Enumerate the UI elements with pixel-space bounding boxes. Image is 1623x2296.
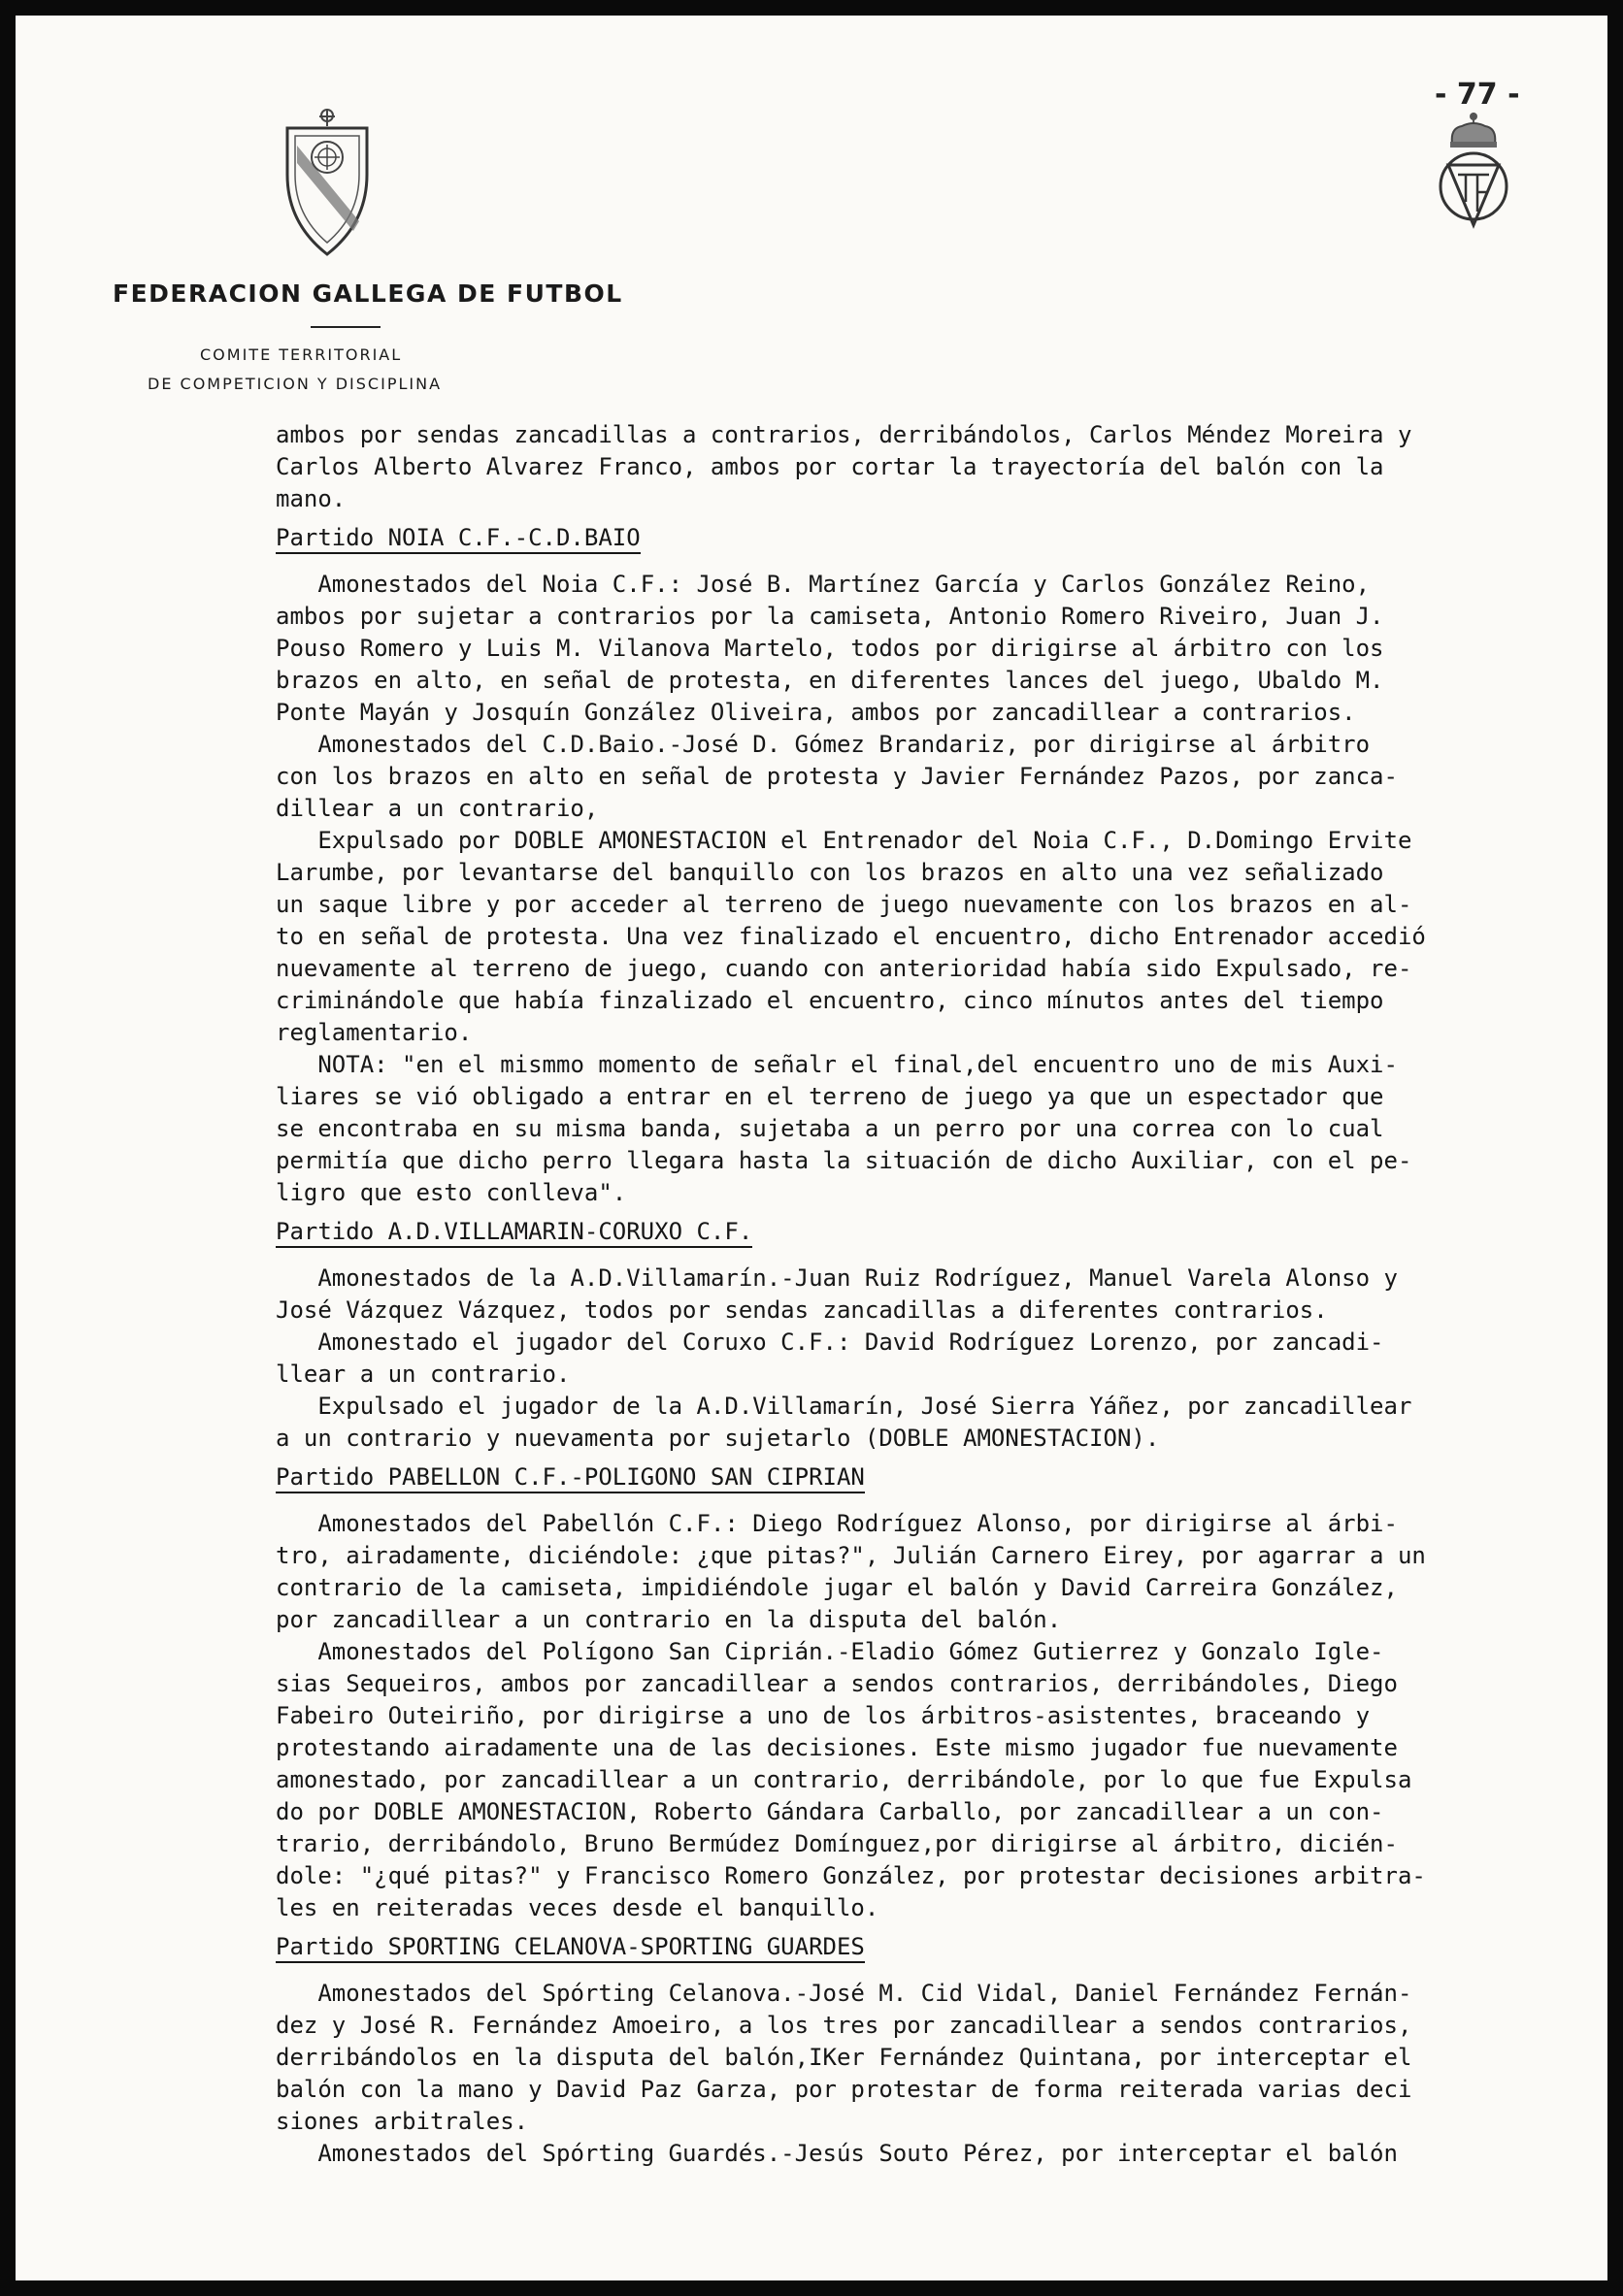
section-title-villamarin-coruxo: Partido A.D.VILLAMARIN-CORUXO C.F. [276, 1217, 752, 1248]
document-body [276, 419, 1607, 2170]
paragraph: Amonestados del C.D.Baio.-José D. Gómez Brandariz, por dirigirse al árbitro con los brazos en alto en señal de protesta y Javier Fernández Pazos, por zanca- dillear a un contrario, [276, 731, 1398, 822]
paragraph: Amonestados del Polígono San Ciprián.-Eladio Gómez Gutierrez y Gonzalo Igle- sias Sequeiros, ambos por zancadillear a sendos contrarios, derribándoles, Diego Fabeiro Outeiriño, por dirigirse a uno de los árbitros-asistentes, braceando y protestando airadamente una de las decisiones. Este mismo jugador fue nuevamente amonestado, por zancadillear a un contrario, derribándole, por lo que fue Expulsa do por DOBLE AMONESTACION, Roberto Gándara Carballo, por zancadillear a un con- trario, derribándolo, Bruno Bermúdez Domínguez,por dirigirse al árbitro, dicién- dole: "¿qué pitas?" y Francisco Romero González, por protestar decisiones arbitra- les en reiteradas veces desde el banquillo. [276, 1638, 1426, 1921]
section-heading [276, 1216, 1607, 1248]
section-title-celanova-guardes: Partido SPORTING CELANOVA-SPORTING GUARDES [276, 1932, 865, 1963]
committee-line-2: DE COMPETICION Y DISCIPLINA [148, 375, 443, 393]
section-heading [276, 1931, 1607, 1963]
paragraph: Amonestados del Noia C.F.: José B. Martínez García y Carlos González Reino, ambos por sujetar a contrarios por la camiseta, Antonio Romero Riveiro, Juan J. Pouso Romero y Luis M. Vilanova Martelo, todos por dirigirse al árbitro con los brazos en alto, en señal de protesta, en diferentes lances del juego, Ubaldo M. Ponte Mayán y Josquín González Oliveira, ambos por zancadillear a contrarios. [276, 571, 1384, 726]
paragraph: Amonestados de la A.D.Villamarín.-Juan Ruiz Rodríguez, Manuel Varela Alonso y José Vázquez Vázquez, todos por sendas zancadillas a diferentes contrarios. [276, 1264, 1398, 1324]
committee-line-1: COMITE TERRITORIAL [200, 345, 403, 364]
section-title-noia-baio: Partido NOIA C.F.-C.D.BAIO [276, 523, 641, 554]
federation-name: FEDERACION GALLEGA DE FUTBOL [113, 279, 623, 308]
galician-federation-shield-icon [283, 107, 371, 263]
paragraph: NOTA: "en el mismmo momento de señalr el final,del encuentro uno de mis Auxi- liares se vió obligado a entrar en el terreno de juego ya que un espectador que se encontraba en su misma banda, sujetaba a un perro por una correa con lo cual permitía que dicho perro llegara hasta la situación de dicho Auxiliar, con el pe- ligro que esto conlleva". [276, 1051, 1412, 1206]
section-heading [276, 1461, 1607, 1493]
header-divider [311, 326, 381, 328]
page-number: - 77 - [1435, 78, 1520, 112]
paragraph: Amonestado el jugador del Coruxo C.F.: David Rodríguez Lorenzo, por zancadi- llear a un contrario. [276, 1328, 1384, 1388]
paragraph: Expulsado por DOBLE AMONESTACION el Entrenador del Noia C.F., D.Domingo Ervite Larumbe, por levantarse del banquillo con los brazos en alto una vez señalizado un saque libre y por acceder al terreno de juego nuevamente con los brazos en al- to en señal de protesta. Una vez finalizado el encuentro, dicho Entrenador accedió nuevamente al terreno de juego, cuando con anterioridad había sido Expulsado, re- criminándole que había finzalizado el encuentro, cinco mínutos antes del tiempo reglamentario. [276, 827, 1426, 1046]
section-title-pabellon-poligono: Partido PABELLON C.F.-POLIGONO SAN CIPRIAN [276, 1462, 865, 1493]
spanish-federation-crest-icon [1435, 111, 1512, 242]
section-heading [276, 522, 1607, 554]
paragraph: Amonestados del Pabellón C.F.: Diego Rodríguez Alonso, por dirigirse al árbi- tro, airadamente, diciéndole: ¿que pitas?", Julián Carnero Eirey, por agarrar a un contrario de la camiseta, impidiéndole jugar el balón y David Carreira González, por zancadillear a un contrario en la disputa del balón. [276, 1510, 1426, 1633]
document-page [16, 16, 1607, 2280]
paragraph: Amonestados del Spórting Celanova.-José M. Cid Vidal, Daniel Fernández Fernán- dez y José R. Fernández Amoeiro, a los tres por zancadillear a sendos contrarios, derribándolos en la disputa del balón,IKer Fernández Quintana, por interceptar el balón con la mano y David Paz Garza, por protestar de forma reiterada varias deci siones arbitrales. [276, 1980, 1412, 2135]
paragraph: Amonestados del Spórting Guardés.-Jesús Souto Pérez, por interceptar el balón [276, 2140, 1398, 2167]
intro-paragraph: ambos por sendas zancadillas a contrarios, derribándolos, Carlos Méndez Moreira y Carlos Alberto Alvarez Franco, ambos por cortar la trayectoría del balón con la mano. [276, 421, 1412, 512]
paragraph: Expulsado el jugador de la A.D.Villamarín, José Sierra Yáñez, por zancadillear a un contrario y nuevamenta por sujetarlo (DOBLE AMONESTACION). [276, 1393, 1412, 1452]
